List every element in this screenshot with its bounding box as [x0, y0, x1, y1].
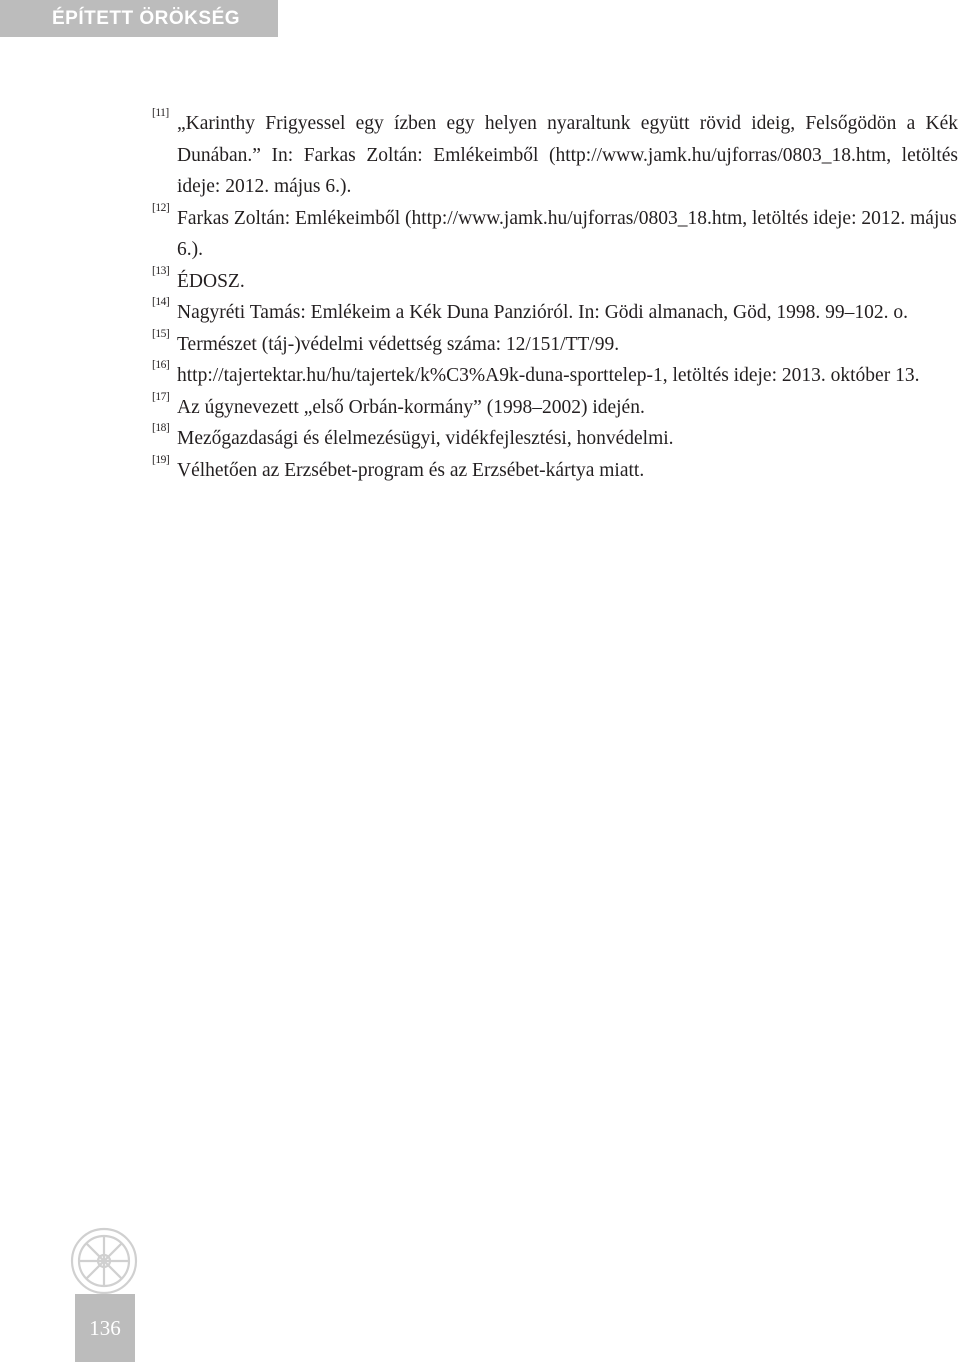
- footnote-item: [152, 360, 958, 392]
- footnote-text: http://tajertektar.hu/hu/tajertek/k%C3%A9k-duna-sporttelep-1, letöltés ideje: 2013. október 13.: [177, 365, 920, 386]
- footnote-item: [152, 108, 958, 203]
- footnote-item: [152, 266, 958, 298]
- section-title: ÉPÍTETT ÖRÖKSÉG: [52, 7, 241, 29]
- page-number: 136: [89, 1315, 121, 1340]
- footnote-number: [15]: [152, 327, 170, 340]
- footnote-number: [17]: [152, 390, 170, 403]
- footnote-item: [152, 392, 958, 424]
- dharma-wheel-icon: [68, 1225, 140, 1297]
- footnote-text: Farkas Zoltán: Emlékeimből (http://www.jamk.hu/ujforras/0803_18.htm, letöltés ideje: 2012. május 6.).: [177, 207, 957, 260]
- footnote-number: [12]: [152, 201, 170, 214]
- footnote-item: [152, 423, 958, 455]
- footnote-item: [152, 297, 958, 329]
- footnote-text: Az úgynevezett „első Orbán-kormány” (1998–2002) idején.: [177, 396, 645, 418]
- footnote-text: ÉDOSZ.: [177, 270, 245, 292]
- footnote-text: Vélhetően az Erzsébet-program és az Erzsébet-kártya miatt.: [177, 459, 645, 481]
- footnote-item: [152, 203, 958, 266]
- footnote-text: Mezőgazdasági és élelmezésügyi, vidékfejlesztési, honvédelmi.: [177, 428, 674, 449]
- footnote-number: [18]: [152, 422, 170, 434]
- section-header-band: [0, 0, 278, 37]
- footnote-number: [16]: [152, 359, 170, 371]
- footnote-list: [152, 108, 958, 486]
- footnote-text: Nagyréti Tamás: Emlékeim a Kék Duna Panzióról. In: Gödi almanach, Göd, 1998. 99–102. o.: [177, 302, 908, 323]
- footnote-text: Természet (táj-)védelmi védettség száma: 12/151/TT/99.: [177, 333, 620, 355]
- footnote-item: [152, 455, 958, 487]
- footnote-number: [19]: [152, 453, 170, 466]
- footnote-text: „Karinthy Frigyessel egy ízben egy helyen nyaraltunk együtt rövid ideig, Felsőgödön a Kék Dunában.” In: Farkas Zoltán: Emlékeimből (http://www.jamk.hu/ujforras/0803_18.htm, letöltés ideje: 2012. május 6.).: [177, 113, 958, 197]
- footnote-number: [14]: [152, 296, 170, 308]
- page-number-box: [75, 1294, 135, 1362]
- footnote-item: [152, 329, 958, 361]
- footnote-number: [13]: [152, 264, 170, 277]
- footnote-number: [11]: [152, 107, 169, 119]
